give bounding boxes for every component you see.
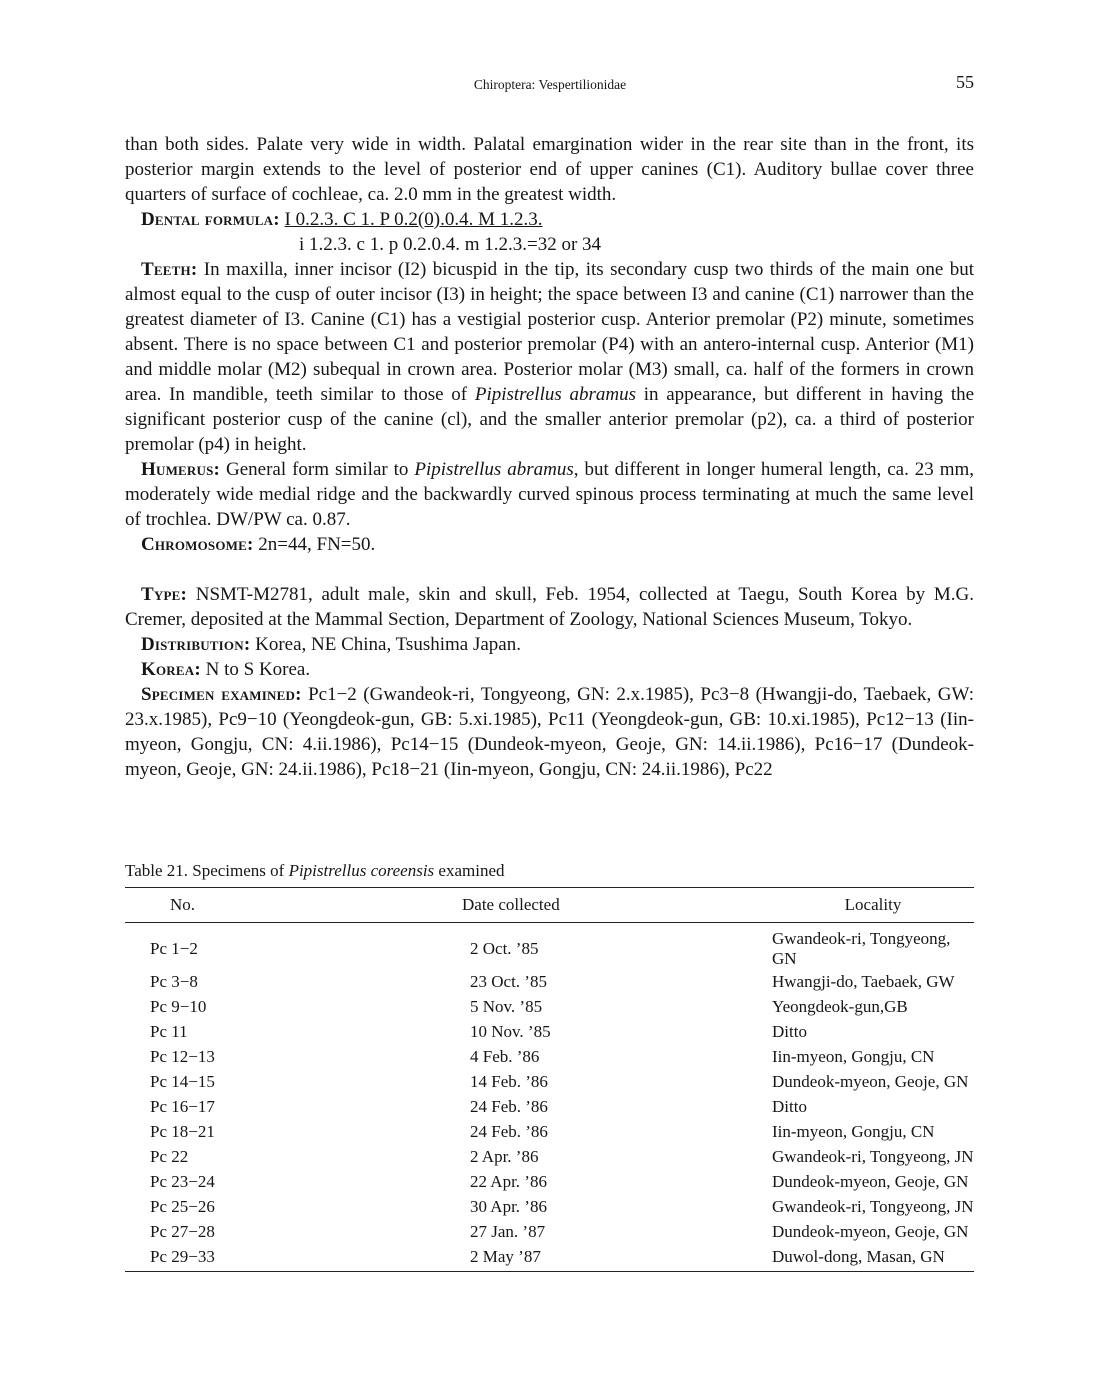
table-caption: Table 21. Specimens of Pipistrellus coreensis examined bbox=[125, 861, 505, 880]
paragraph-korea: Korea: N to S Korea. bbox=[141, 659, 311, 680]
page-number: 55 bbox=[956, 72, 974, 92]
column-header-no: No. bbox=[125, 888, 460, 923]
table-row: Pc 16−17 24 Feb. ’86 Ditto bbox=[150, 1096, 807, 1116]
chromosome-label: Chromosome: bbox=[141, 534, 254, 555]
table-header-row bbox=[125, 888, 974, 923]
column-header-date: Date collected bbox=[460, 888, 770, 923]
paragraph-chromosome: Chromosome: 2n=44, FN=50. bbox=[141, 534, 376, 555]
paragraph-palate: than both sides. Palate very wide in width. Palatal emargination wider in the rear site than in the front, its posterior margin extends to the level of posterior end of upper canines (C1). Auditory bullae cover three quarters of surface of cochleae, ca. 2.0 mm in the greatest width. bbox=[125, 134, 974, 205]
paragraph-type: Type: NSMT-M2781, adult male, skin and skull, Feb. 1954, collected at Taegu, South Korea by M.G. Cremer, deposited at the Mammal Section, Department of Zoology, National Sciences Museum, Tokyo. bbox=[125, 584, 974, 630]
paragraph-specimen: Specimen examined: Pc1−2 (Gwandeok-ri, Tongyeong, GN: 2.x.1985), Pc3−8 (Hwangji-do, Taebaek, GW: 23.x.1985), Pc9−10 (Yeongdeok-gun, GB: 5.xi.1985), Pc11 (Yeongdeok-gun, GB: 10.xi.1985), Pc12−13 (Iin-myeon, Gongju, CN: 4.ii.1986), Pc14−15 (Dundeok-myeon, Geoje, GN: 14.ii.1986), Pc16−17 (Dundeok-myeon, Geoje, GN: 24.ii.1986), Pc18−21 (Iin-myeon, Gongju, CN: 24.ii.1986), Pc22 bbox=[125, 684, 975, 780]
column-header-locality: Locality bbox=[770, 888, 974, 923]
table-row: Pc 9−10 5 Nov. ’85 Yeongdeok-gun,GB bbox=[150, 996, 908, 1016]
paragraph-distribution: Distribution: Korea, NE China, Tsushima Japan. bbox=[141, 634, 521, 655]
species-name: Pipistrellus abramus bbox=[474, 384, 636, 405]
table-row: Pc 25−26 30 Apr. ’86 Gwandeok-ri, Tongyeong, JN bbox=[150, 1196, 974, 1216]
table-row: Pc 22 2 Apr. ’86 Gwandeok-ri, Tongyeong, JN bbox=[150, 1146, 974, 1166]
dental-formula-lower: i 1.2.3. c 1. p 0.2.0.4. m 1.2.3.=32 or 34 bbox=[299, 234, 602, 255]
distribution-label: Distribution: bbox=[141, 634, 251, 655]
humerus-label: Humerus: bbox=[141, 459, 221, 480]
table-row: Pc 3−8 23 Oct. ’85 Hwangji-do, Taebaek, GW bbox=[150, 971, 955, 991]
table-row: Pc 18−21 24 Feb. ’86 Iin-myeon, Gongju, CN bbox=[150, 1121, 935, 1141]
korea-label: Korea: bbox=[141, 659, 201, 680]
dental-formula bbox=[125, 207, 974, 232]
dental-formula-label: Dental formula: bbox=[141, 209, 280, 230]
species-name: Pipistrellus abramus bbox=[414, 459, 574, 480]
dental-formula-upper: I 0.2.3. C 1. P 0.2(0).0.4. M 1.2.3. bbox=[284, 209, 543, 230]
table-row: Pc 29−33 2 May ’87 Duwol-dong, Masan, GN bbox=[125, 1244, 974, 1272]
teeth-label: Teeth: bbox=[141, 259, 198, 280]
table-row: Pc 23−24 22 Apr. ’86 Dundeok-myeon, Geoje, GN bbox=[150, 1171, 969, 1191]
type-label: Type: bbox=[141, 584, 188, 605]
body-text bbox=[125, 132, 974, 782]
running-title: Chiroptera: Vespertilionidae bbox=[473, 77, 627, 92]
table-row: Pc 12−13 4 Feb. ’86 Iin-myeon, Gongju, CN bbox=[150, 1046, 935, 1066]
table-row: Pc 1−2 2 Oct. ’85 Gwandeok-ri, Tongyeong, GN bbox=[150, 929, 951, 968]
paragraph-teeth: Teeth: In maxilla, inner incisor (I2) bicuspid in the tip, its secondary cusp two thirds of the main one but almost equal to the cusp of outer incisor (I3) in height; the space between I3 and canine (C1) narrower than the greatest diameter of I3. Canine (C1) has a vestigial posterior cusp. Anterior premolar (P2) minute, sometimes absent. There is no space between C1 and posterior premolar (P4) with an antero-internal cusp. Anterior (M1) and middle molar (M2) subequal in crown area. Posterior molar (M3) small, ca. half of the formers in crown area. In mandible, teeth similar to those of Pipistrellus abramus in appearance, but different in having the significant posterior cusp of the canine (cl), and the smaller anterior premolar (p2), ca. a third of posterior premolar (p4) in height. bbox=[125, 259, 975, 455]
paragraph-humerus: Humerus: General form similar to Pipistrellus abramus, but different in longer humeral length, ca. 23 mm, moderately wide medial ridge and the backwardly curved spinous process terminating at much the same level of trochlea. DW/PW ca. 0.87. bbox=[125, 459, 975, 530]
table-row: Pc 14−15 14 Feb. ’86 Dundeok-myeon, Geoje, GN bbox=[150, 1071, 969, 1091]
table-row: Pc 11 10 Nov. ’85 Ditto bbox=[150, 1021, 807, 1041]
specimen-label: Specimen examined: bbox=[141, 684, 302, 705]
specimen-table bbox=[125, 887, 974, 1272]
table-row: Pc 27−28 27 Jan. ’87 Dundeok-myeon, Geoje, GN bbox=[150, 1221, 969, 1241]
